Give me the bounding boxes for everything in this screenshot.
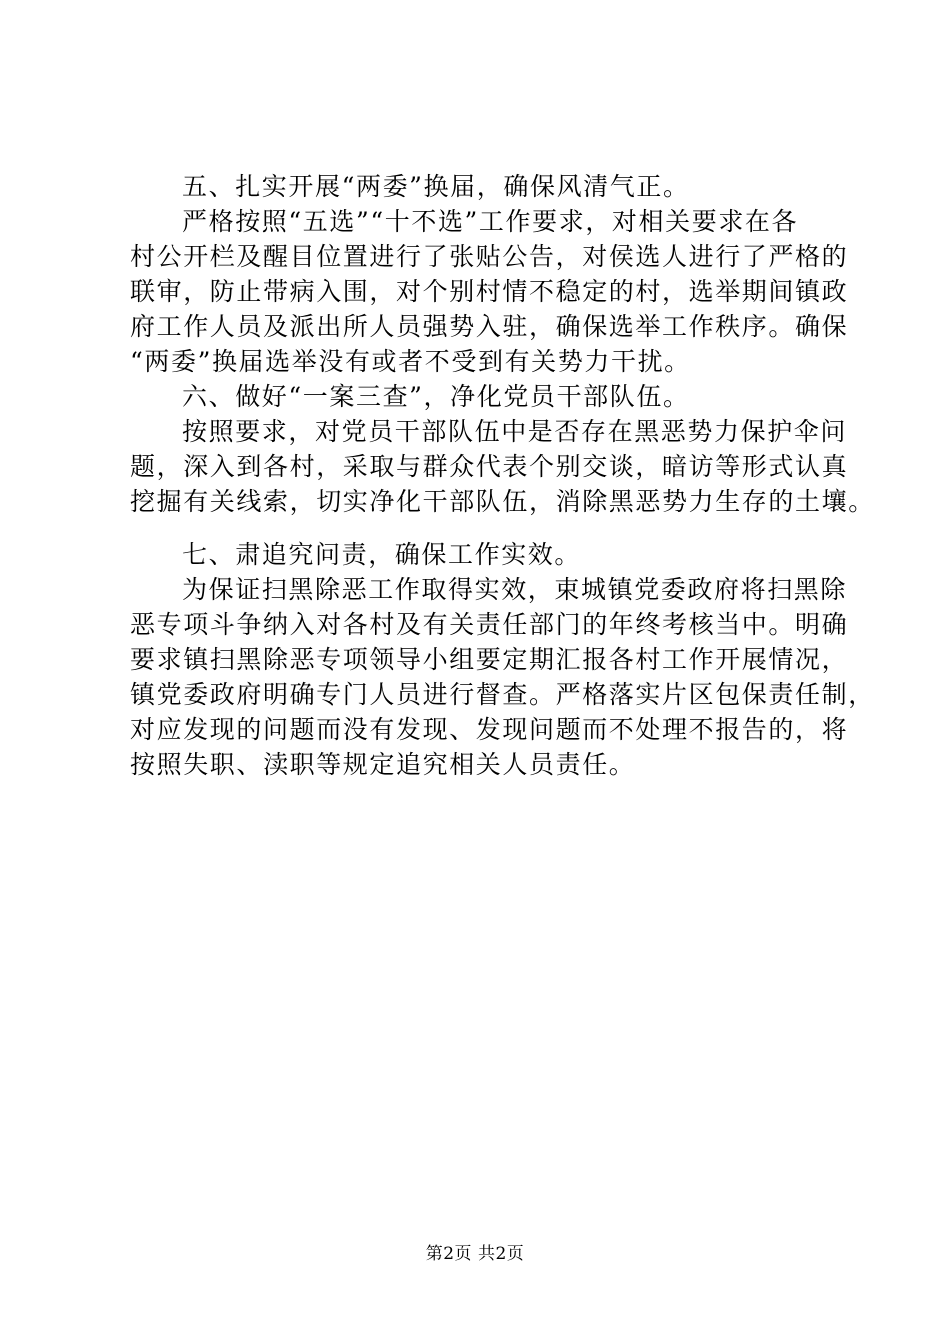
section-heading: 七、肃追究问责，确保工作实效。 xyxy=(182,540,582,569)
paragraph-line: 对应发现的问题而没有发现、发现问题而不处理不报告的，将 xyxy=(130,715,849,744)
paragraph-line: 镇党委政府明确专门人员进行督查。严格落实片区包保责任制， xyxy=(130,680,875,709)
section-heading: 五、扎实开展“两委”换届，确保风清气正。 xyxy=(182,172,690,201)
paragraph-line: 题，深入到各村，采取与群众代表个别交谈，暗访等形式认真 xyxy=(130,452,849,481)
section-heading: 六、做好“一案三查”，净化党员干部队伍。 xyxy=(182,382,690,411)
paragraph-line: 为保证扫黑除恶工作取得实效，束城镇党委政府将扫黑除 xyxy=(182,575,848,604)
paragraph-line: 按照失职、渎职等规定追究相关人员责任。 xyxy=(130,750,636,779)
paragraph-line: 要求镇扫黑除恶专项领导小组要定期汇报各村工作开展情况， xyxy=(130,645,849,674)
paragraph-line: 联审，防止带病入围，对个别村情不稳定的村，选举期间镇政 xyxy=(130,277,849,306)
page-number-footer: 第2页 共2页 xyxy=(425,1244,525,1264)
paragraph-line: 严格按照“五选”“十不选”工作要求，对相关要求在各 xyxy=(182,207,799,236)
paragraph-line: 府工作人员及派出所人员强势入驻，确保选举工作秩序。确保 xyxy=(130,312,849,341)
paragraph-line: 恶专项斗争纳入对各村及有关责任部门的年终考核当中。明确 xyxy=(130,610,849,639)
paragraph-line: 村公开栏及醒目位置进行了张贴公告，对侯选人进行了严格的 xyxy=(130,242,849,271)
paragraph-line: 挖掘有关线索，切实净化干部队伍，消除黑恶势力生存的土壤。 xyxy=(130,487,875,516)
paragraph-line: 按照要求，对党员干部队伍中是否存在黑恶势力保护伞问 xyxy=(182,417,848,446)
paragraph-line: “两委”换届选举没有或者不受到有关势力干扰。 xyxy=(130,347,691,376)
